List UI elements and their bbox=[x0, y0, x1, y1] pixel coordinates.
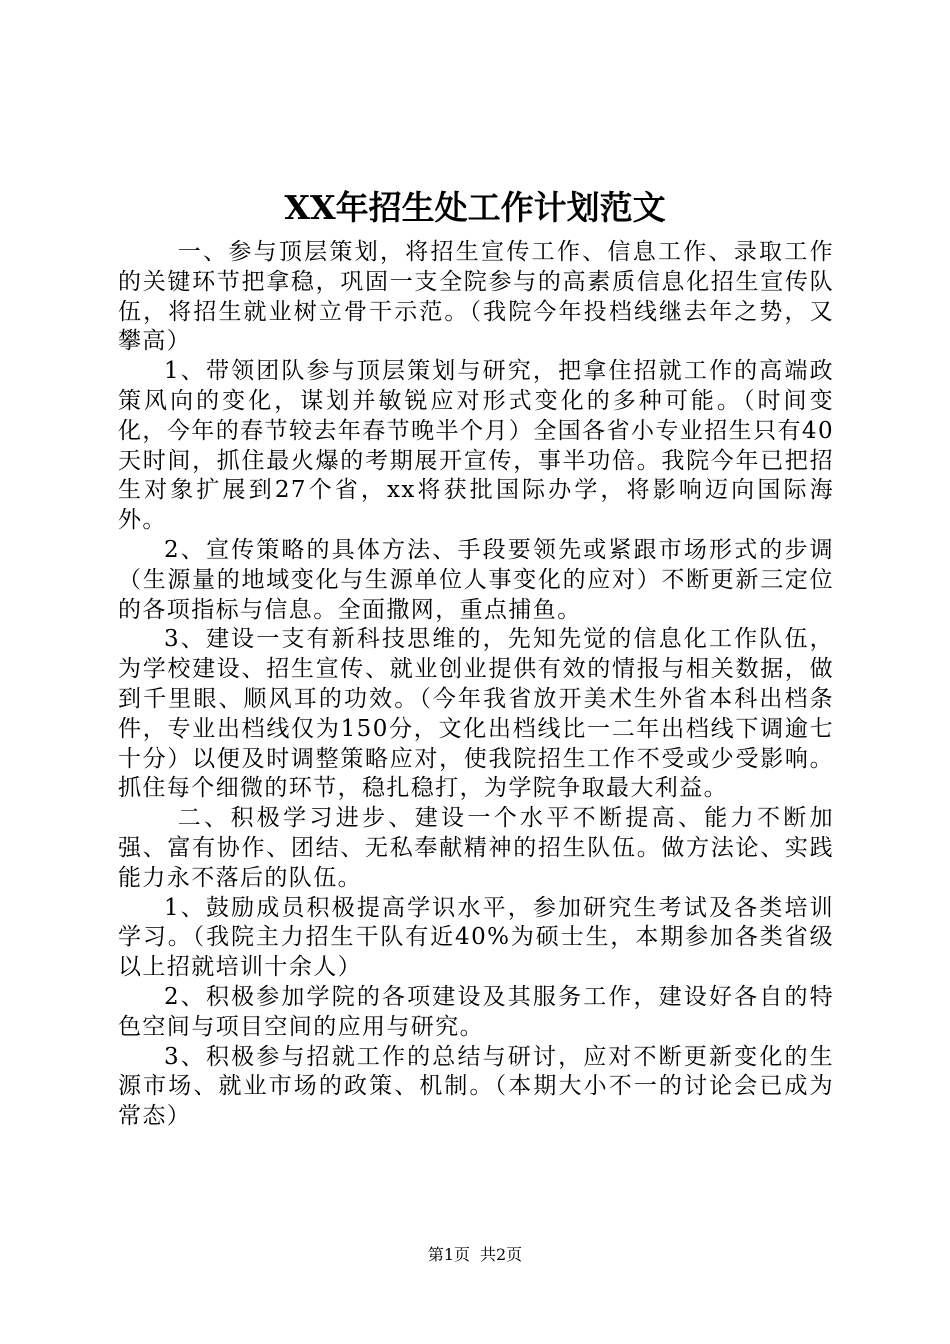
document-body bbox=[118, 238, 834, 1132]
paragraph-item-2-3: 3、积极参与招就工作的总结与研讨，应对不断更新变化的生源市场、就业市场的政策、机制。（本期大小不一的讨论会已成为常态） bbox=[118, 1043, 834, 1130]
paragraph-section-two: 二、积极学习进步、建设一个水平不断提高、能力不断加强、富有协作、团结、无私奉献精神的招生队伍。做方法论、实践能力永不落后的队伍。 bbox=[118, 805, 834, 891]
paragraph-item-2-2: 2、积极参加学院的各项建设及其服务工作，建设好各自的特色空间与项目空间的应用与研究。 bbox=[118, 983, 834, 1040]
page-number: 第1页 bbox=[427, 1245, 470, 1264]
page-total: 共2页 bbox=[480, 1245, 523, 1264]
paragraph-item-1-3: 3、建设一支有新科技思维的，先知先觉的信息化工作队伍，为学校建设、招生宣传、就业创业提供有效的情报与相关数据，做到千里眼、顺风耳的功效。（今年我省放开美术生外省本科出档条件，专业出档线仅为150分，文化出档线比一二年出档线下调逾七十分）以便及时调整策略应对，使我院招生工作不受或少受影响。抓住每个细微的环节，稳扎稳打，为学院争取最大利益。 bbox=[118, 626, 834, 802]
document-title: XX年招生处工作计划范文 bbox=[284, 188, 666, 227]
paragraph-item-1-1: 1、带领团队参与顶层策划与研究，把拿住招就工作的高端政策风向的变化，谋划并敏锐应对形式变化的多种可能。（时间变化，今年的春节较去年春节晚半个月）全国各省小专业招生只有40天时间，抓住最火爆的考期展开宣传，事半功倍。我院今年已把招生对象扩展到27个省，xx将获批国际办学，将影响迈向国际海外。 bbox=[118, 358, 834, 534]
paragraph-item-2-1: 1、鼓励成员积极提高学识水平，参加研究生考试及各类培训学习。（我院主力招生干队有近40%为硕士生，本期参加各类省级以上招就培训十余人） bbox=[118, 894, 834, 981]
paragraph-section-one: 一、参与顶层策划，将招生宣传工作、信息工作、录取工作的关键环节把拿稳，巩固一支全院参与的高素质信息化招生宣传队伍，将招生就业树立骨干示范。（我院今年投档线继去年之势，又攀高） bbox=[118, 239, 834, 355]
paragraph-item-1-2: 2、宣传策略的具体方法、手段要领先或紧跟市场形式的步调（生源量的地域变化与生源单位人事变化的应对）不断更新三定位的各项指标与信息。全面撒网，重点捕鱼。 bbox=[118, 536, 834, 623]
page-footer bbox=[0, 1244, 950, 1266]
